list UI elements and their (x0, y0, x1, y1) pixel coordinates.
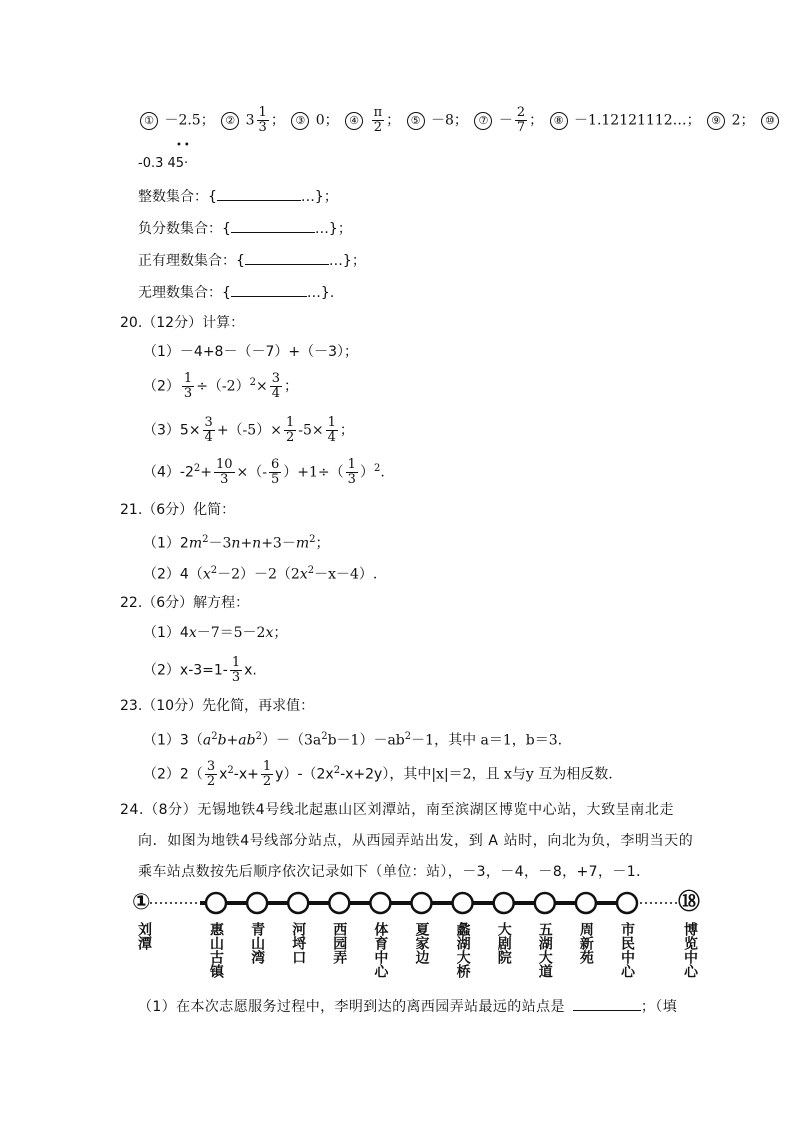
station-name: 西园弄 (331, 922, 348, 964)
q24-sub1: （1）在本次志愿服务过程中，李明到达的离西园弄站最远的站点是 ；（填 (138, 996, 677, 1017)
station-circle (247, 893, 267, 913)
q23-title: 23.（10分）先化简，再求值： (120, 698, 315, 714)
station-circle (206, 893, 226, 913)
positive-rational-set-line: 正有理数集合：{ …}； (138, 250, 366, 271)
end-station-number: ⑱ (678, 890, 701, 915)
circled-10: ⑩ (761, 112, 779, 130)
start-station-number: ① (132, 890, 151, 915)
q20-part-1: （1）－4+8－（－7）+（－3）； (143, 344, 358, 360)
item-2-fraction: $\frac{1}{3}$ (258, 105, 267, 135)
station-name: 青山湾 (249, 922, 266, 964)
item-2-int: 3 (245, 112, 255, 129)
item-10-value: -0.3 45· (138, 156, 189, 171)
integer-set-line: 整数集合：{ …}； (138, 186, 338, 207)
q24-line-3: 乘车站点数按先后顺序依次记录如下（单位：站），－3，－4，－8，+7，－1． (138, 864, 651, 880)
station-name: 大剧院 (495, 922, 512, 964)
station-circle (412, 893, 432, 913)
station-name: 刘潭 (136, 922, 152, 950)
item-3-value: 0； (315, 112, 339, 129)
station-name: 五湖大道 (536, 922, 553, 978)
station-name: 惠山古镇 (208, 922, 224, 978)
q21-part-1: $(1)2m^2-3n+n+3-m^2$； (143, 534, 330, 552)
q19-items-line: ① －2.5； ② 3 $\frac{1}{3}$ ； ③ 0； ④ $\frac{\pi}{2}$ ； ⑤ －8； ⑦ － $\frac{2}{7}$ ； ⑧ －1.12121112…； ⑨ 2； ⑩ (138, 106, 781, 135)
station-circle (494, 893, 514, 913)
circled-2: ② (221, 112, 239, 130)
station-name: 体育中心 (372, 922, 389, 978)
q20-part-3: （3）5× $\frac{3}{4}$ +（-5）× $\frac{1}{2}$ -5× $\frac{1}{4}$ ； (143, 415, 354, 445)
q24-line-2: 向．如图为地铁4号线部分站点，从西园弄站出发，到 A 站时，向北为负，李明当天的 (138, 833, 694, 849)
circled-8: ⑧ (550, 112, 568, 130)
integer-set-blank[interactable] (217, 186, 301, 201)
station-circle (535, 893, 555, 913)
q22-part-2: （2）x-3=1- $\frac{1}{3}$ x. (143, 655, 257, 685)
item-5-value: －8； (431, 112, 468, 129)
q22-part-1: （1）4x－7＝5－2x； (143, 625, 288, 641)
station-name: 市民中心 (619, 922, 635, 978)
irrational-set-blank[interactable] (231, 282, 307, 297)
circled-9: ⑨ (707, 112, 725, 130)
q24-line-1: 24.（8分）无锡地铁4号线北起惠山区刘潭站，南至滨湖区博览中心站，大致呈南北走 (120, 802, 675, 818)
metro-track (130, 888, 710, 918)
q21-title: 21.（6分）化简： (120, 502, 236, 518)
circled-4: ④ (345, 112, 363, 130)
station-circle (453, 893, 473, 913)
station-name: 河埒口 (290, 922, 307, 964)
station-name: 周新苑 (577, 922, 594, 964)
item-7-fraction: $\frac{2}{7}$ (516, 105, 526, 135)
circled-3: ③ (291, 112, 309, 130)
negative-fraction-set-line: 负分数集合：{ …}； (138, 218, 352, 239)
circled-5: ⑤ (407, 112, 425, 130)
positive-rational-set-blank[interactable] (245, 250, 329, 265)
q20-part-4: $(4)-2^2+$ $\frac{10}{3}$ ×（- $\frac{6}{5}$ ）+1÷（ $\frac{1}{3}$ ）$^2$. (143, 457, 385, 487)
q23-part-2: （2）2（ $\frac{3}{2}$ $x^2-x+$ $\frac{1}{2}$ $y)-(2x^2-x+2y)$，其中|x|＝2，且 x与y 互为相反数. (143, 759, 613, 789)
metro-line-diagram (130, 888, 710, 988)
repeating-decimal-dots: •• (176, 140, 192, 151)
station-name: 博览中心 (682, 922, 698, 978)
q23-part-1: $(1)3(a^2b+ab^2)-(3a^2b-1)-ab^2-1$，其中 a＝1，b＝3. (143, 731, 563, 749)
station-circle (576, 893, 596, 913)
circled-1: ① (140, 112, 158, 130)
station-name: 蠡湖大桥 (454, 922, 471, 978)
item-9-value: 2； (731, 112, 755, 129)
irrational-set-line: 无理数集合：{ …}. (138, 282, 334, 303)
station-circle (329, 893, 349, 913)
farthest-station-blank[interactable] (573, 996, 641, 1011)
negative-fraction-set-blank[interactable] (231, 218, 315, 233)
station-name: 夏家边 (413, 922, 430, 964)
q22-title: 22.（6分）解方程： (120, 595, 250, 611)
q20-title: 20.（12分）计算： (120, 315, 245, 331)
station-circle (370, 893, 390, 913)
item-1-value: －2.5； (164, 112, 215, 129)
item-4-fraction: $\frac{\pi}{2}$ (373, 105, 383, 135)
circled-7: ⑦ (474, 112, 492, 130)
station-circle (288, 893, 308, 913)
q21-part-2: $(2)4(x^2-2)-2(2x^2-x-4)$. (143, 565, 378, 583)
station-circle (617, 893, 637, 913)
item-8-value: －1.12121112…； (574, 112, 701, 129)
q20-part-2: （2） $\frac{1}{3}$ $\div(-2)^2\times$ $\frac{3}{4}$ ； (143, 371, 298, 401)
